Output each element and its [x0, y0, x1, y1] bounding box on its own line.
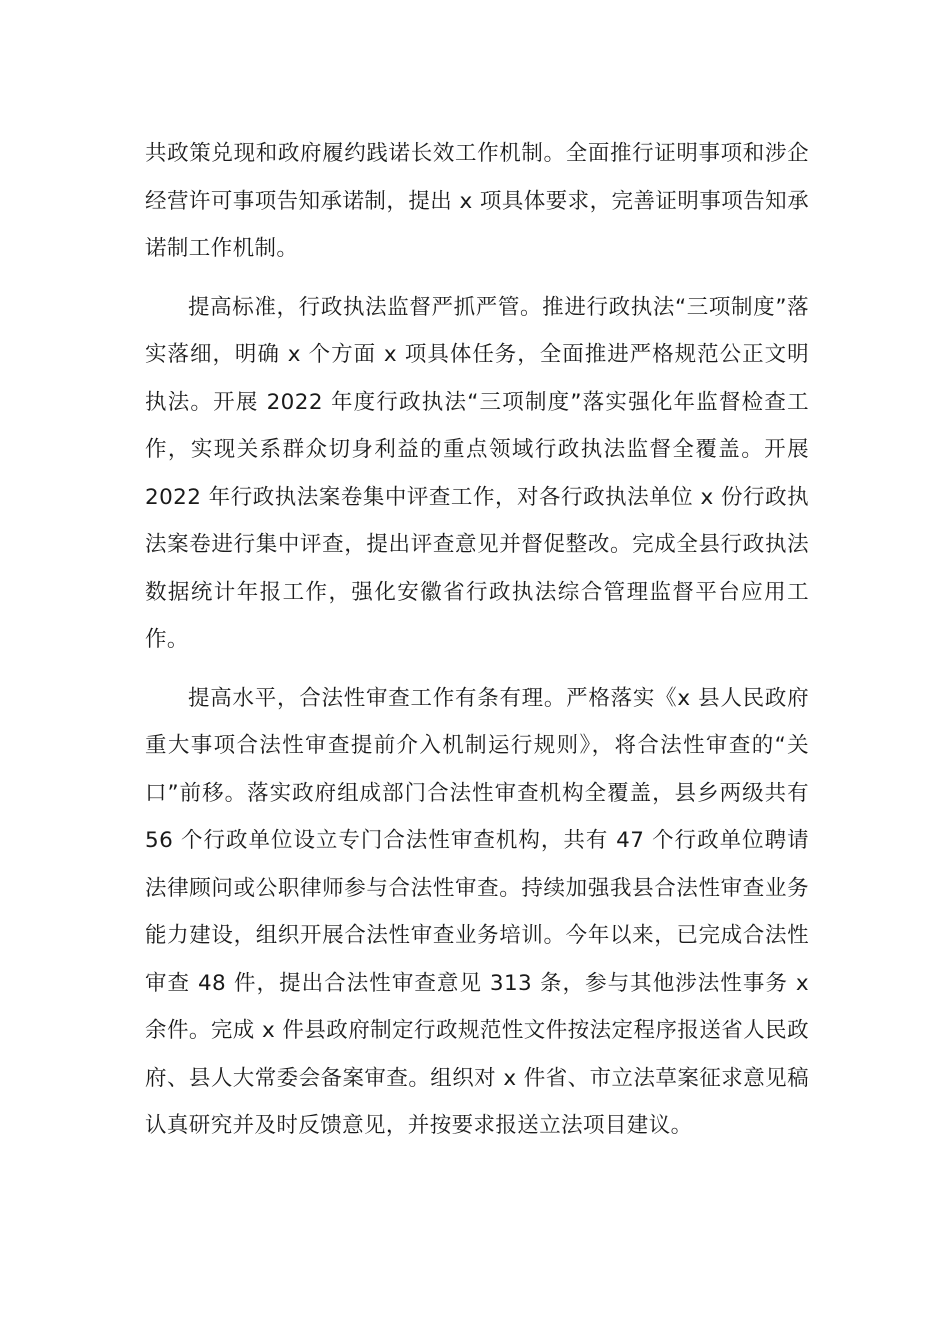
paragraph-1: 共政策兑现和政府履约践诺长效工作机制。全面推行证明事项和涉企经营许可事项告知承诺制，提出 x 项具体要求，完善证明事项告知承诺制工作机制。: [145, 141, 809, 261]
document-body: [145, 130, 809, 1161]
paragraph-2: 提高标准，行政执法监督严抓严管。推进行政执法“三项制度”落实落细，明确 x 个方面 x 项具体任务，全面推进严格规范公正文明执法。开展 2022 年度行政执法“三项制度”落实强化年监督检查工作，实现关系群众切身利益的重点领域行政执法监督全覆盖。开展 2022 年行政执法案卷集中评查工作，对各行政执法单位 x 份行政执法案卷进行集中评查，提出评查意见并督促整改。完成全县行政执法数据统计年报工作，强化安徽省行政执法综合管理监督平台应用工作。: [145, 294, 809, 652]
paragraph-3: 提高水平，合法性审查工作有条有理。严格落实《x 县人民政府重大事项合法性审查提前介入机制运行规则》，将合法性审查的“关口”前移。落实政府组成部门合法性审查机构全覆盖，县乡两级共有 56 个行政单位设立专门合法性审查机构，共有 47 个行政单位聘请法律顾问或公职律师参与合法性审查。持续加强我县合法性审查业务能力建设，组织开展合法性审查业务培训。今年以来，已完成合法性审查 48 件，提出合法性审查意见 313 条，参与其他涉法性事务 x 余件。完成 x 件县政府制定行政规范性文件按法定程序报送省人民政府、县人大常委会备案审查。组织对 x 件省、市立法草案征求意见稿认真研究并及时反馈意见，并按要求报送立法项目建议。: [145, 685, 809, 1138]
